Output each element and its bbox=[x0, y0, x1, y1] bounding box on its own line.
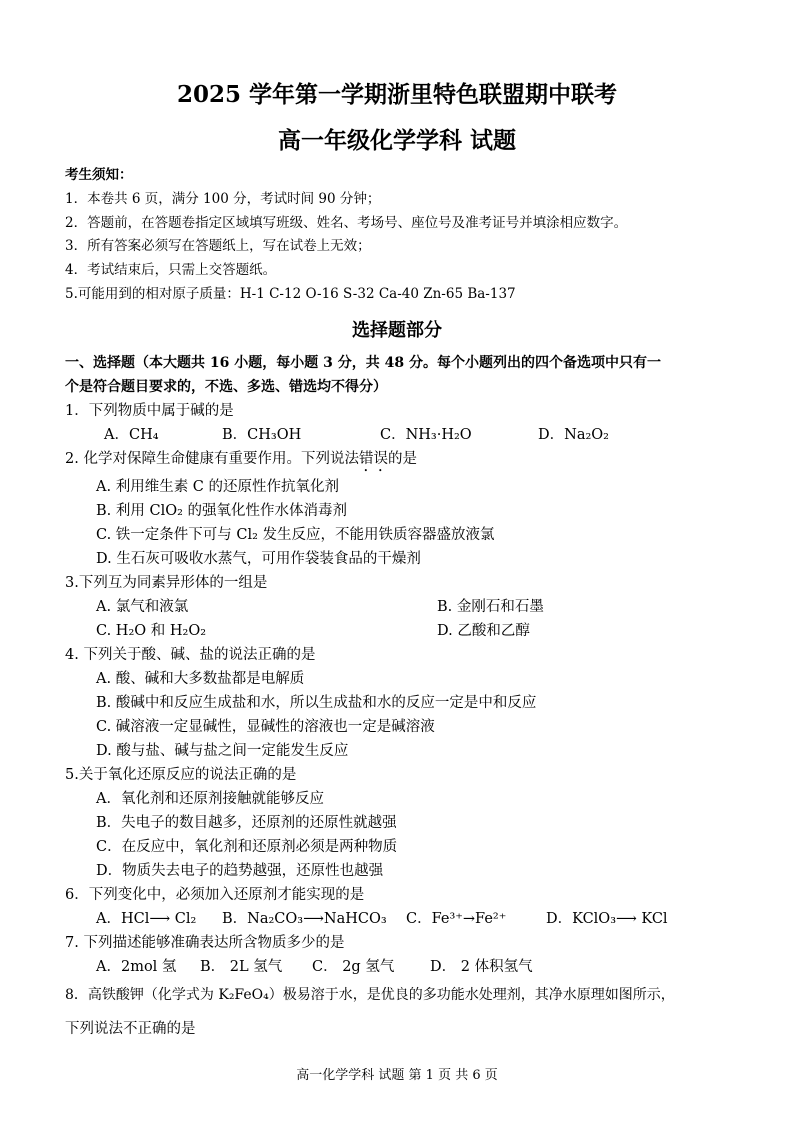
q2-option-d: D. 生石灰可吸收水蒸气，可用作袋装食品的干燥剂 bbox=[96, 551, 421, 567]
q8-stem-line1: 8．高铁酸钾（化学式为 K₂FeO₄）极易溶于水，是优良的多功能水处理剂，其净水原理如图所示， bbox=[65, 987, 675, 1003]
section-instruction-line1: 一、选择题（本大题共 16 小题，每小题 3 分，共 48 分。每个小题列出的四个备选项中只有一 bbox=[65, 355, 661, 371]
q8-stem-line2: 下列说法不正确的是 bbox=[65, 1021, 196, 1037]
exam-title: 2025 学年第一学期浙里特色联盟期中联考 bbox=[176, 81, 618, 108]
q4-option-b: B. 酸碱中和反应生成盐和水，所以生成盐和水的反应一定是中和反应 bbox=[96, 695, 537, 711]
q2-stem-post: 的是 bbox=[387, 451, 417, 467]
q2-stem-emphasis: 错误 bbox=[358, 451, 388, 467]
q3-option-a: A. 氯气和液氯 bbox=[96, 599, 189, 615]
page-footer: 高一化学学科 试题 第 1 页 共 6 页 bbox=[296, 1068, 498, 1083]
notice-item-5: 5.可能用到的相对原子质量：H-1 C-12 O-16 S-32 Ca-40 Zn-65 Ba-137 bbox=[65, 286, 516, 302]
q2-stem bbox=[65, 449, 417, 475]
q5-option-d: D．物质失去电子的趋势越强，还原性也越强 bbox=[96, 863, 384, 879]
q2-option-a: A. 利用维生素 C 的还原性作抗氧化剂 bbox=[96, 479, 340, 495]
q6-stem: 6．下列变化中，必须加入还原剂才能实现的是 bbox=[65, 887, 365, 903]
notice-item-2: 2．答题前，在答题卷指定区域填写班级、姓名、考场号、座位号及准考证号并填涂相应数字。 bbox=[65, 215, 628, 231]
q5-stem: 5.关于氧化还原反应的说法正确的是 bbox=[65, 767, 297, 783]
q4-stem: 4. 下列关于酸、碱、盐的说法正确的是 bbox=[65, 647, 316, 663]
q5-option-b: B．失电子的数目越多，还原剂的还原性就越强 bbox=[96, 815, 397, 831]
q3-stem: 3.下列互为同素异形体的一组是 bbox=[65, 575, 268, 591]
q4-option-a: A. 酸、碱和大多数盐都是电解质 bbox=[96, 671, 305, 687]
q7-option-c: C． 2g 氢气 bbox=[312, 959, 395, 975]
notice-heading: 考生须知： bbox=[65, 167, 133, 183]
notice-item-4: 4．考试结束后，只需上交答题纸。 bbox=[65, 262, 277, 278]
q4-option-c: C. 碱溶液一定显碱性，显碱性的溶液也一定是碱溶液 bbox=[96, 719, 435, 735]
q3-option-b: B. 金刚石和石墨 bbox=[437, 599, 544, 615]
q1-option-c: C．NH₃·H₂O bbox=[380, 427, 472, 443]
q1-option-d: D．Na₂O₂ bbox=[538, 427, 609, 443]
q7-option-a: A．2mol 氢 bbox=[96, 959, 177, 975]
q6-option-d: D．KClO₃⟶ KCl bbox=[546, 911, 668, 927]
notice-item-3: 3．所有答案必须写在答题纸上，写在试卷上无效； bbox=[65, 238, 371, 254]
q2-stem-pre: 2. 化学对保障生命健康有重要作用。下列说法 bbox=[65, 451, 359, 467]
section-instruction-line2: 个是符合题目要求的，不选、多选、错选均不得分） bbox=[65, 379, 387, 395]
q3-option-c: C. H₂O 和 H₂O₂ bbox=[96, 623, 207, 639]
q7-stem: 7. 下列描述能够准确表达所含物质多少的是 bbox=[65, 935, 345, 951]
notice-item-1: 1．本卷共 6 页，满分 100 分，考试时间 90 分钟； bbox=[65, 191, 381, 207]
q6-option-b: B．Na₂CO₃⟶NaHCO₃ bbox=[222, 911, 387, 927]
q4-option-d: D. 酸与盐、碱与盐之间一定能发生反应 bbox=[96, 743, 349, 759]
q2-option-b: B. 利用 ClO₂ 的强氧化性作水体消毒剂 bbox=[96, 503, 348, 519]
q1-option-a: A．CH₄ bbox=[104, 427, 159, 443]
q6-option-a: A．HCl⟶ Cl₂ bbox=[96, 911, 197, 927]
q2-option-c: C. 铁一定条件下可与 Cl₂ 发生反应，不能用铁质容器盛放液氯 bbox=[96, 527, 495, 543]
q7-option-b: B． 2L 氢气 bbox=[200, 959, 283, 975]
q1-option-b: B．CH₃OH bbox=[222, 427, 302, 443]
section-title: 选择题部分 bbox=[352, 320, 442, 341]
exam-subtitle: 高一年级化学学科 试题 bbox=[277, 127, 516, 154]
q3-option-d: D. 乙酸和乙醇 bbox=[437, 623, 530, 639]
q5-option-c: C．在反应中，氧化剂和还原剂必须是两种物质 bbox=[96, 839, 398, 855]
q6-option-c: C．Fe³⁺→Fe²⁺ bbox=[406, 911, 507, 927]
q5-option-a: A．氧化剂和还原剂接触就能够反应 bbox=[96, 791, 324, 807]
q7-option-d: D． 2 体积氢气 bbox=[430, 959, 533, 975]
q1-stem: 1．下列物质中属于碱的是 bbox=[65, 403, 234, 419]
